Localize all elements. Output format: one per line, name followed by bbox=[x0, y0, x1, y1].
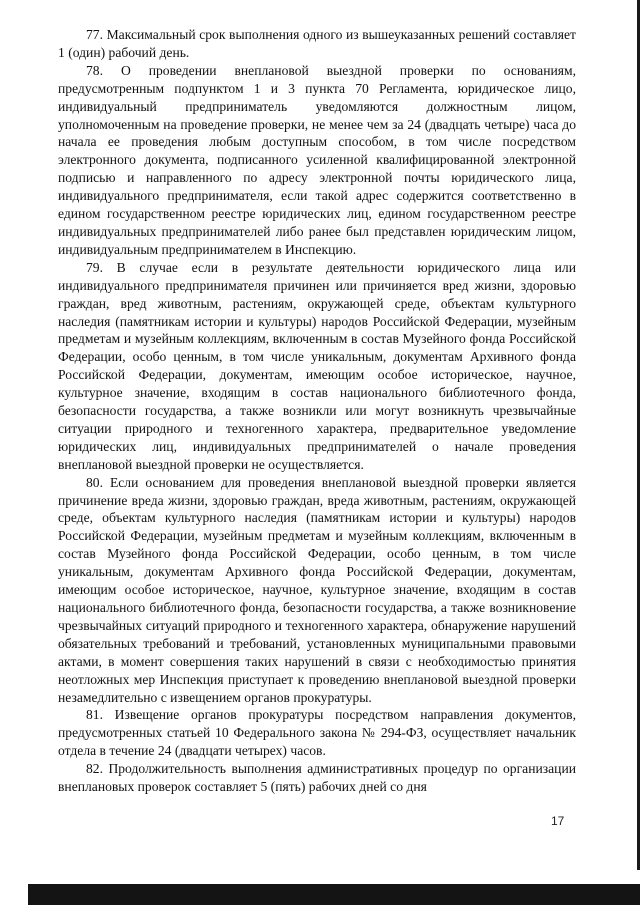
paragraph-82: 82. Продолжительность выполнения административных процедур по организации внеплановых проверок составляет 5 (пять) рабочих дней со дня bbox=[58, 761, 576, 795]
paragraph-80: 80. Если основанием для проведения внеплановой выездной проверки является причинение вреда жизни, здоровью граждан, вреда животным, растениям, окружающей среде, объектам культурного наследия (памятникам истории и культуры) народов Российской Федерации, музейным предметам и музейным коллекциям, включенным в состав Музейного фонда Российской Федерации, особо ценным, в том числе уникальным, документам Архивного фонда Российской Федерации, документам, имеющим особое историческое, научное, культурное значение, входящим в состав национального библиотечного фонда, безопасности государства, а также возникновение чрезвычайных ситуаций природного и техногенного характера, обнаружение нарушений обязательных требований и требований, установленных муниципальными правовыми актами, в момент совершения таких нарушений в связи с необходимостью принятия неотложных мер Инспекция приступает к проведению внеплановой выездной проверки незамедлительно с извещением органов прокуратуры. bbox=[58, 474, 576, 705]
scan-edge-bottom bbox=[28, 884, 640, 905]
page-number: 17 bbox=[551, 814, 565, 828]
paragraph-81: 81. Извещение органов прокуратуры посредством направления документов, предусмотренных статьей 10 Федерального закона № 294-ФЗ, осуществляет начальник отдела в течение 24 (двадцати четырех) часов. bbox=[58, 707, 576, 759]
document-body bbox=[58, 26, 576, 796]
paragraph-78: 78. О проведении внеплановой выездной проверки по основаниям, предусмотренным подпунктом 1 и 3 пункта 70 Регламента, юридическое лицо, индивидуальный предприниматель уведомляются должностным лицом, уполномоченным на проведение проверки, не менее чем за 24 (двадцать четыре) часа до начала ее проведения любым доступным способом, в том числе посредством электронного документа, подписанного усиленной квалифицированной электронной подписью и направленного по адресу электронной почты юридического лица, индивидуального предпринимателя, если такой адрес содержится соответственно в едином государственном реестре юридических лиц, едином государственном реестре индивидуальных предпринимателей либо ранее был представлен юридическим лицом, индивидуальным предпринимателем в Инспекцию. bbox=[58, 62, 576, 257]
paragraph-79: 79. В случае если в результате деятельности юридического лица или индивидуального предпринимателя причинен или причиняется вред жизни, здоровью граждан, вред животным, растениям, окружающей среде, объектам культурного наследия (памятникам истории и культуры) народов Российской Федерации, музейным предметам и музейным коллекциям, включенным в состав Музейного фонда Российской Федерации, особо ценным, в том числе уникальным, документам Архивного фонда Российской Федерации, документам, имеющим особое историческое, научное, культурное значение, входящим в состав национального библиотечного фонда, безопасности государства, а также возникли или могут возникнуть чрезвычайные ситуации природного и техногенного характера, предварительное уведомление юридических лиц, индивидуальных предпринимателей о начале проведения внеплановой выездной проверки не осуществляется. bbox=[58, 259, 576, 472]
paragraph-77: 77. Максимальный срок выполнения одного из вышеуказанных решений составляет 1 (один) рабочий день. bbox=[58, 27, 576, 60]
